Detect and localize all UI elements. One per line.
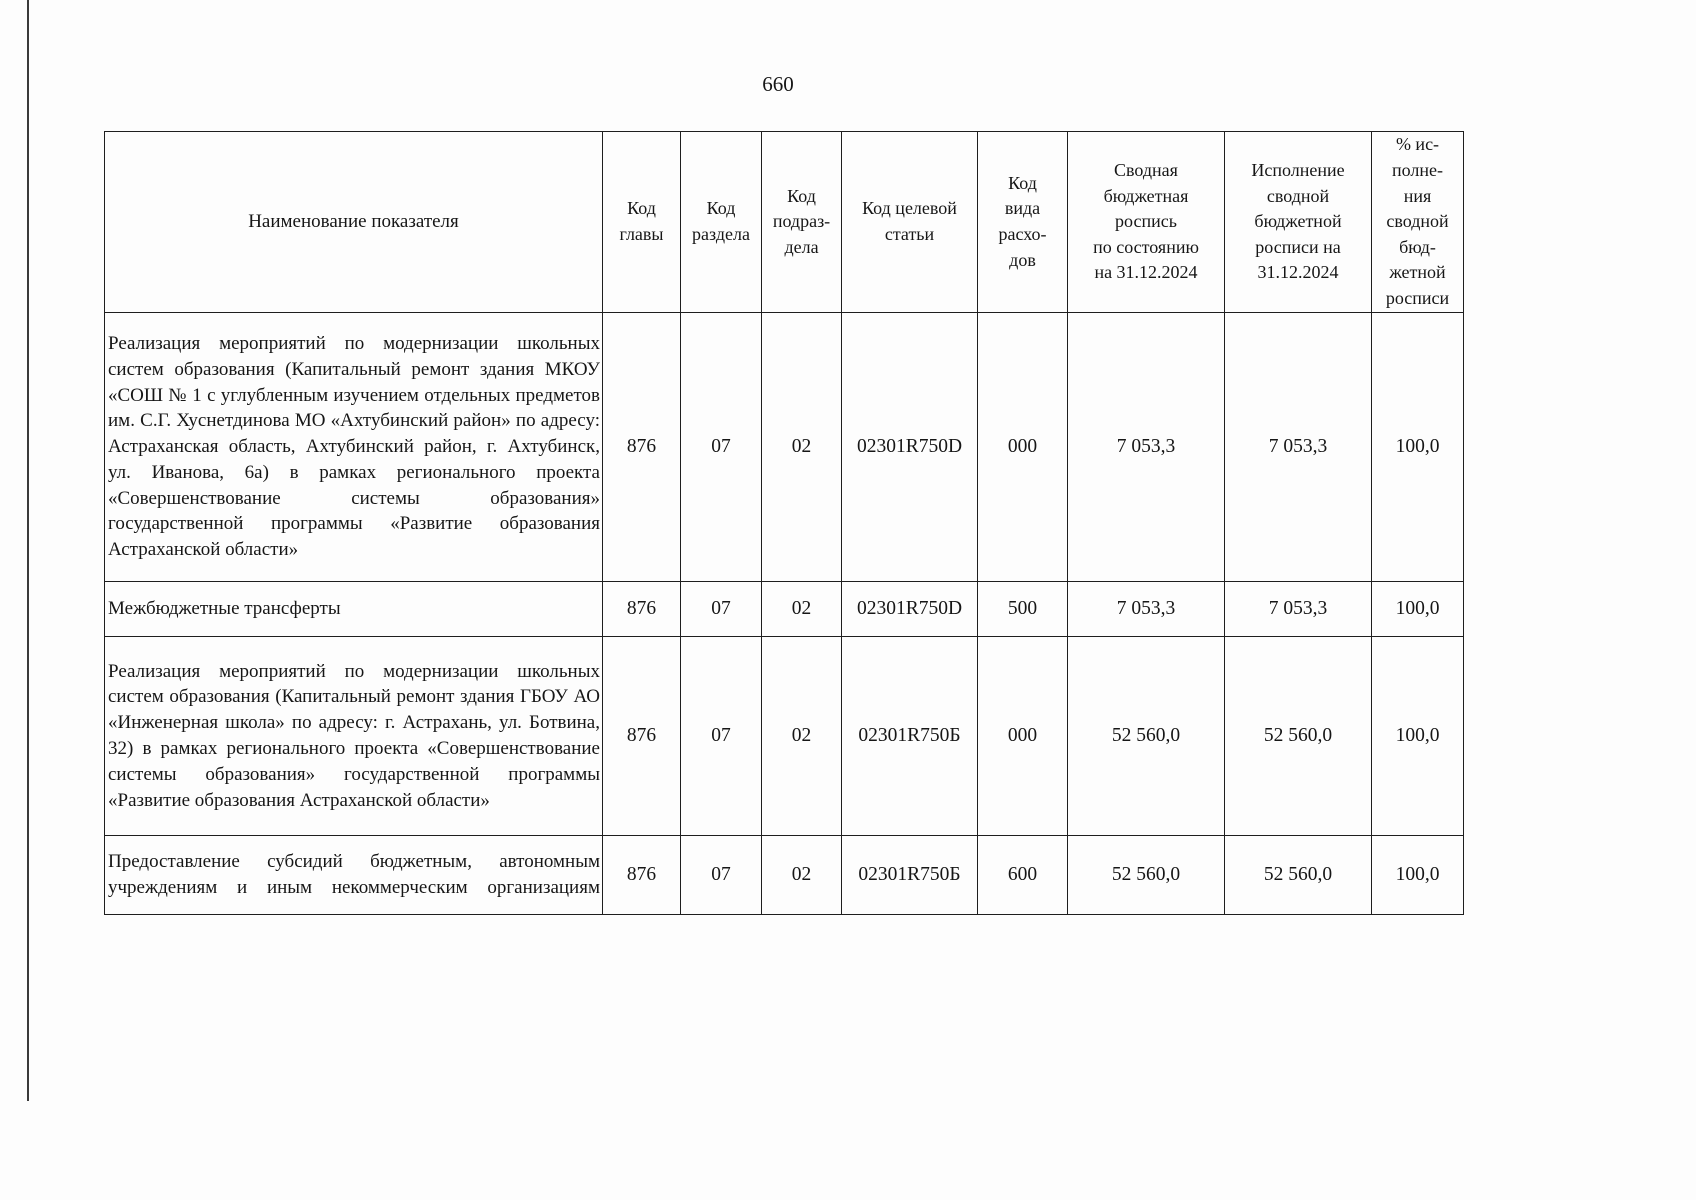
row-expense-type-code: 000 [978, 637, 1068, 836]
header-target-article-code: Код целевой статьи [842, 132, 978, 313]
row-expense-type-code: 000 [978, 313, 1068, 582]
row-subsection-code: 02 [762, 582, 842, 637]
row-indicator-name: Реализация мероприятий по модернизации школьных систем образования (Капитальный ремонт здания ГБОУ АО «Инженерная школа» по адресу: г. Астрахань, ул. Ботвина, 32) в рамках регионального проекта «Совершенствование системы образования» государственной программы «Развитие образования Астраханской области» [105, 637, 603, 836]
row-percent-execution: 100,0 [1372, 313, 1464, 582]
row-indicator-name: Межбюджетные трансферты [105, 582, 603, 637]
row-consolidated-budget: 7 053,3 [1068, 582, 1225, 637]
row-target-article-code: 02301R750D [842, 313, 978, 582]
header-percent-execution: % ис- полне- ния сводной бюд- жетной росписи [1372, 132, 1464, 313]
table-row [105, 582, 1464, 637]
header-section-code: Код раздела [681, 132, 762, 313]
table-header-row [105, 132, 1464, 313]
row-target-article-code: 02301R750Б [842, 637, 978, 836]
row-subsection-code: 02 [762, 836, 842, 915]
header-subsection-code: Код подраз- дела [762, 132, 842, 313]
row-chapter-code: 876 [603, 313, 681, 582]
row-expense-type-code: 500 [978, 582, 1068, 637]
row-section-code: 07 [681, 637, 762, 836]
row-chapter-code: 876 [603, 836, 681, 915]
table-row [105, 836, 1464, 915]
header-expense-type-code: Код вида расхо- дов [978, 132, 1068, 313]
budget-execution-table [104, 131, 1464, 915]
row-section-code: 07 [681, 582, 762, 637]
row-consolidated-budget: 7 053,3 [1068, 313, 1225, 582]
row-consolidated-budget: 52 560,0 [1068, 637, 1225, 836]
table-row [105, 637, 1464, 836]
row-section-code: 07 [681, 313, 762, 582]
row-percent-execution: 100,0 [1372, 637, 1464, 836]
row-execution: 7 053,3 [1225, 582, 1372, 637]
row-expense-type-code: 600 [978, 836, 1068, 915]
row-indicator-name: Предоставление субсидий бюджетным, автономным учреждениям и иным некоммерческим организациям [105, 836, 603, 915]
row-execution: 7 053,3 [1225, 313, 1372, 582]
row-target-article-code: 02301R750Б [842, 836, 978, 915]
row-chapter-code: 876 [603, 582, 681, 637]
row-target-article-code: 02301R750D [842, 582, 978, 637]
row-percent-execution: 100,0 [1372, 836, 1464, 915]
row-execution: 52 560,0 [1225, 836, 1372, 915]
row-chapter-code: 876 [603, 637, 681, 836]
row-indicator-name: Реализация мероприятий по модернизации школьных систем образования (Капитальный ремонт здания МКОУ «СОШ № 1 с углубленным изучением отдельных предметов им. С.Г. Хуснетдинова МО «Ахтубинский район» по адресу: Астраханская область, Ахтубинский район, г. Ахтубинск, ул. Иванова, 6а) в рамках регионального проекта «Совершенствование системы образования» государственной программы «Развитие образования Астраханской области» [105, 313, 603, 582]
page-number: 660 [762, 72, 794, 96]
row-consolidated-budget: 52 560,0 [1068, 836, 1225, 915]
row-subsection-code: 02 [762, 313, 842, 582]
row-section-code: 07 [681, 836, 762, 915]
row-percent-execution: 100,0 [1372, 582, 1464, 637]
left-margin-rule [27, 0, 29, 1101]
header-consolidated-budget: Сводная бюджетная роспись по состоянию на 31.12.2024 [1068, 132, 1225, 313]
row-execution: 52 560,0 [1225, 637, 1372, 836]
row-subsection-code: 02 [762, 637, 842, 836]
header-indicator-name: Наименование показателя [105, 132, 603, 313]
table-row [105, 313, 1464, 582]
header-chapter-code: Код главы [603, 132, 681, 313]
header-execution: Исполнение сводной бюджетной росписи на 31.12.2024 [1225, 132, 1372, 313]
